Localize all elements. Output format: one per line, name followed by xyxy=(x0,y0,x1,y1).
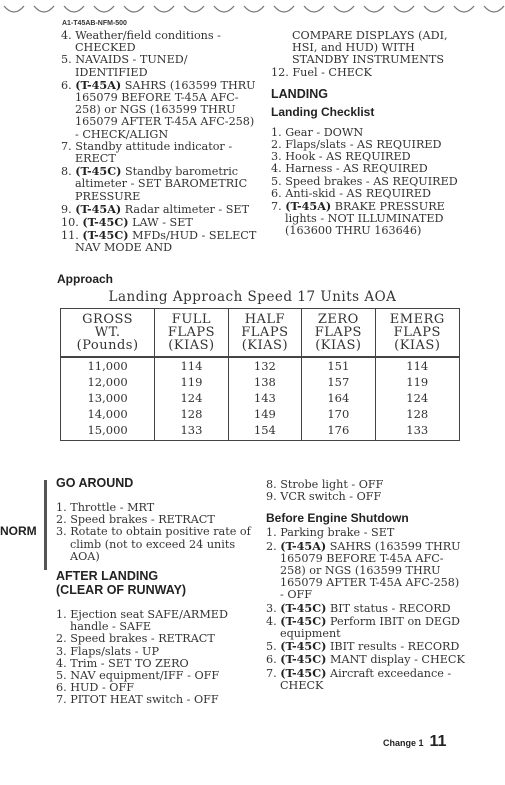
right-top-column xyxy=(271,30,471,238)
item-text: Speed brakes - RETRACT xyxy=(70,632,215,646)
column-header-line: (KIAS) xyxy=(241,338,289,353)
after-landing-heading: AFTER LANDING xyxy=(56,569,159,584)
model-tag: (T-45C) xyxy=(280,613,327,628)
item-text: Trim - SET TO ZERO xyxy=(70,656,189,670)
model-tag: (T-45C) xyxy=(82,228,129,243)
item-text: NAV equipment/IFF - OFF xyxy=(70,669,220,683)
checklist-item xyxy=(56,526,252,563)
checklist-item xyxy=(271,67,471,79)
column-header-line: WT. xyxy=(94,325,121,340)
item-number: 7. xyxy=(266,666,281,680)
model-tag: (T-45C) xyxy=(280,600,327,615)
after-landing-continued xyxy=(266,479,466,503)
model-tag: (T-45C) xyxy=(280,652,327,667)
item-text: VCR switch - OFF xyxy=(280,490,382,504)
table-cell: 12,000 xyxy=(61,374,155,390)
item-number: 4. xyxy=(271,162,286,176)
table-body xyxy=(61,357,460,441)
column-header xyxy=(228,309,301,358)
item-number: 2. xyxy=(56,513,71,527)
landing-heading: LANDING xyxy=(271,86,328,101)
column-header xyxy=(302,309,375,358)
table-cell: 124 xyxy=(155,390,228,406)
table-cell: 132 xyxy=(228,357,301,374)
item-text: BIT status - RECORD xyxy=(329,601,451,615)
column-header-line: EMERG xyxy=(389,312,445,327)
column-header xyxy=(61,309,155,358)
item-number: 2. xyxy=(56,632,71,646)
table-cell: 151 xyxy=(302,357,375,374)
item-number: 5. xyxy=(61,53,76,67)
left-top-column xyxy=(61,30,261,255)
item-number: 5. xyxy=(56,669,71,683)
table-header-row xyxy=(61,309,460,358)
item-text: HUD - OFF xyxy=(70,681,134,695)
item-number: 3. xyxy=(266,601,281,615)
preflight-checklist xyxy=(61,30,261,255)
checklist-item xyxy=(61,54,261,78)
item-text: NAVAIDS - TUNED/ IDENTIFIED xyxy=(75,53,188,79)
item-number: 7. xyxy=(56,693,71,707)
column-header-line: (KIAS) xyxy=(168,338,215,353)
item-number: 8. xyxy=(61,165,76,179)
table-row xyxy=(61,422,460,441)
table-row xyxy=(61,374,460,390)
table-cell: 164 xyxy=(302,390,375,406)
column-header-line: FULL xyxy=(171,312,212,327)
column-header-line: (Pounds) xyxy=(76,338,139,353)
table-cell: 14,000 xyxy=(61,406,155,422)
checklist-item xyxy=(61,30,261,54)
table-cell: 119 xyxy=(375,374,459,390)
table-cell: 124 xyxy=(375,390,459,406)
item-11-continuation: COMPARE DISPLAYS (ADI, HSI, and HUD) WITH STANDBY INSTRUMENTS xyxy=(292,29,448,67)
table-cell: 114 xyxy=(375,357,459,374)
item-number: 8. xyxy=(266,478,281,491)
item-text: Radar altimeter - SET xyxy=(124,202,250,216)
column-header-line: FLAPS xyxy=(393,325,441,340)
item-text: MANT display - CHECK xyxy=(329,653,465,667)
table-cell: 157 xyxy=(302,374,375,390)
go-around-heading: GO AROUND xyxy=(56,476,134,490)
table-row xyxy=(61,390,460,406)
model-tag: (T-45C) xyxy=(280,639,327,654)
item-number: 1. xyxy=(56,501,71,514)
item-number: 3. xyxy=(271,150,286,164)
checklist-item xyxy=(61,165,261,203)
model-tag: (T-45C) xyxy=(280,665,327,680)
checklist-item xyxy=(266,615,466,640)
checklist-item xyxy=(61,229,261,254)
item-text: BRAKE PRESSURE lights - NOT ILLUMINATED (163600 THRU 163646) xyxy=(285,200,445,238)
item-number: 6. xyxy=(56,681,71,695)
before-shutdown-heading: Before Engine Shutdown xyxy=(266,511,409,526)
item-text: Ejection seat SAFE/ARMED handle - SAFE xyxy=(70,608,228,634)
table-cell: 138 xyxy=(228,374,301,390)
landing-checklist-heading: Landing Checklist xyxy=(271,104,375,119)
approach-speed-table xyxy=(60,308,460,441)
item-text: MFDs/HUD - SELECT NAV MODE AND xyxy=(75,229,257,255)
table-cell: 143 xyxy=(228,390,301,406)
item-text: Speed brakes - RETRACT xyxy=(70,513,215,527)
item-number: 6. xyxy=(271,186,286,200)
landing-checklist xyxy=(271,127,471,238)
item-text: Standby barometric altimeter - SET BAROMETRIC PRESSURE xyxy=(75,165,248,203)
item-number: 10. xyxy=(61,216,83,230)
item-text: Rotate to obtain positive rate of climb (not to exceed 24 units AOA) xyxy=(70,525,251,563)
binder-rings xyxy=(0,0,505,20)
section-tab-label: NORM xyxy=(0,524,37,538)
checklist-item xyxy=(266,667,466,692)
checklist-item xyxy=(266,540,466,602)
change-label: Change 1 xyxy=(383,738,424,748)
table-cell: 154 xyxy=(228,422,301,441)
item-text: Harness - AS REQUIRED xyxy=(285,162,428,176)
change-bar xyxy=(44,480,47,570)
document-id: A1-T45AB-NFM-500 xyxy=(62,20,127,27)
item-number: 4. xyxy=(61,29,76,42)
item-number: 4. xyxy=(266,614,281,628)
column-header xyxy=(375,309,459,358)
table-cell: 133 xyxy=(155,422,228,441)
item-number: 9. xyxy=(61,202,76,216)
item-number: 6. xyxy=(266,653,281,667)
table-cell: 13,000 xyxy=(61,390,155,406)
item-text: Throttle - MRT xyxy=(70,501,155,514)
model-tag: (T-45C) xyxy=(82,215,129,230)
item-text: Aircraft exceedance - CHECK xyxy=(280,666,452,692)
table-cell: 133 xyxy=(375,422,459,441)
item-text: Fuel - CHECK xyxy=(292,65,372,79)
model-tag: (T-45A) xyxy=(75,77,122,92)
item-number: 3. xyxy=(56,525,71,539)
item-number: 12. xyxy=(271,65,293,79)
checklist-item xyxy=(56,694,252,706)
item-number: 7. xyxy=(271,200,286,214)
fuel-check-item xyxy=(271,67,471,79)
column-header xyxy=(155,309,228,358)
page-number: 11 xyxy=(429,733,447,750)
column-header-line: FLAPS xyxy=(167,325,216,340)
item-number: 3. xyxy=(56,644,71,658)
table-cell: 15,000 xyxy=(61,422,155,441)
column-header-line: ZERO xyxy=(317,312,359,327)
item-number: 11. xyxy=(61,229,83,243)
item-number: 6. xyxy=(61,78,76,92)
item-text: Flaps/slats - AS REQUIRED xyxy=(285,138,442,152)
table-row xyxy=(61,406,460,422)
checklist-item xyxy=(56,609,252,633)
column-header-line: FLAPS xyxy=(314,325,362,340)
column-header-line: (KIAS) xyxy=(394,338,441,353)
go-around-checklist xyxy=(56,502,252,563)
column-header-line: HALF xyxy=(244,312,286,327)
column-header-line: GROSS xyxy=(82,312,134,327)
table-cell: 114 xyxy=(155,357,228,374)
item-text: PITOT HEAT switch - OFF xyxy=(70,693,219,707)
right-bottom-column xyxy=(266,479,466,692)
item-text: SAHRS (163599 THRU 165079 BEFORE T-45A AFC-258) or NGS (163599 THRU 165079 AFTER T-45A AFC-258) - OFF xyxy=(280,539,461,602)
item-number: 5. xyxy=(271,174,286,188)
item-text: Parking brake - SET xyxy=(280,526,395,540)
item-number: 9. xyxy=(266,490,281,504)
table-cell: 176 xyxy=(302,422,375,441)
item-text: Standby attitude indicator - ERECT xyxy=(75,139,233,166)
model-tag: (T-45A) xyxy=(75,201,122,216)
item-text: Flaps/slats - UP xyxy=(70,644,159,658)
table-cell: 11,000 xyxy=(61,357,155,374)
item-text: IBIT results - RECORD xyxy=(329,640,460,654)
item-text: LAW - SET xyxy=(132,216,193,230)
before-shutdown-checklist xyxy=(266,527,466,692)
model-tag: (T-45A) xyxy=(280,538,327,553)
item-text: Perform IBIT on DEGD equipment xyxy=(280,614,460,641)
table-cell: 128 xyxy=(375,406,459,422)
model-tag: (T-45A) xyxy=(285,199,332,214)
checklist-item xyxy=(271,200,471,238)
item-text: Anti-skid - AS REQUIRED xyxy=(285,186,431,200)
item-text: Speed brakes - AS REQUIRED xyxy=(285,174,458,188)
table-cell: 149 xyxy=(228,406,301,422)
left-bottom-column xyxy=(56,476,252,707)
item-number: 2. xyxy=(266,539,281,553)
item-number: 1. xyxy=(271,125,286,139)
table-title: Landing Approach Speed 17 Units AOA xyxy=(108,289,397,305)
item-number: 1. xyxy=(56,608,71,622)
item-text: Strobe light - OFF xyxy=(280,478,384,491)
checklist-item xyxy=(61,79,261,141)
table-row xyxy=(61,357,460,374)
column-header-line: FLAPS xyxy=(241,325,289,340)
checklist-item xyxy=(61,141,261,165)
table-cell: 170 xyxy=(302,406,375,422)
item-number: 5. xyxy=(266,640,281,654)
table-cell: 128 xyxy=(155,406,228,422)
checklist-item xyxy=(266,491,466,503)
item-number: 7. xyxy=(61,139,76,153)
after-landing-subheading: (CLEAR OF RUNWAY) xyxy=(56,583,187,598)
item-number: 4. xyxy=(56,656,71,670)
item-number: 2. xyxy=(271,138,286,152)
approach-heading: Approach xyxy=(57,272,114,286)
page-footer xyxy=(383,733,446,751)
item-text: Weather/field conditions - CHECKED xyxy=(75,29,221,55)
item-text: SAHRS (163599 THRU 165079 BEFORE T-45A AFC-258) or NGS (163599 THRU 165079 AFTER T-45A AFC-258) - CHECK/ALIGN xyxy=(75,78,256,141)
model-tag: (T-45C) xyxy=(75,164,122,179)
item-text: Hook - AS REQUIRED xyxy=(285,150,411,164)
after-landing-checklist xyxy=(56,609,252,707)
column-header-line: (KIAS) xyxy=(315,338,362,353)
table-cell: 119 xyxy=(155,374,228,390)
item-number: 1. xyxy=(266,526,281,540)
item-text: Gear - DOWN xyxy=(285,125,364,139)
